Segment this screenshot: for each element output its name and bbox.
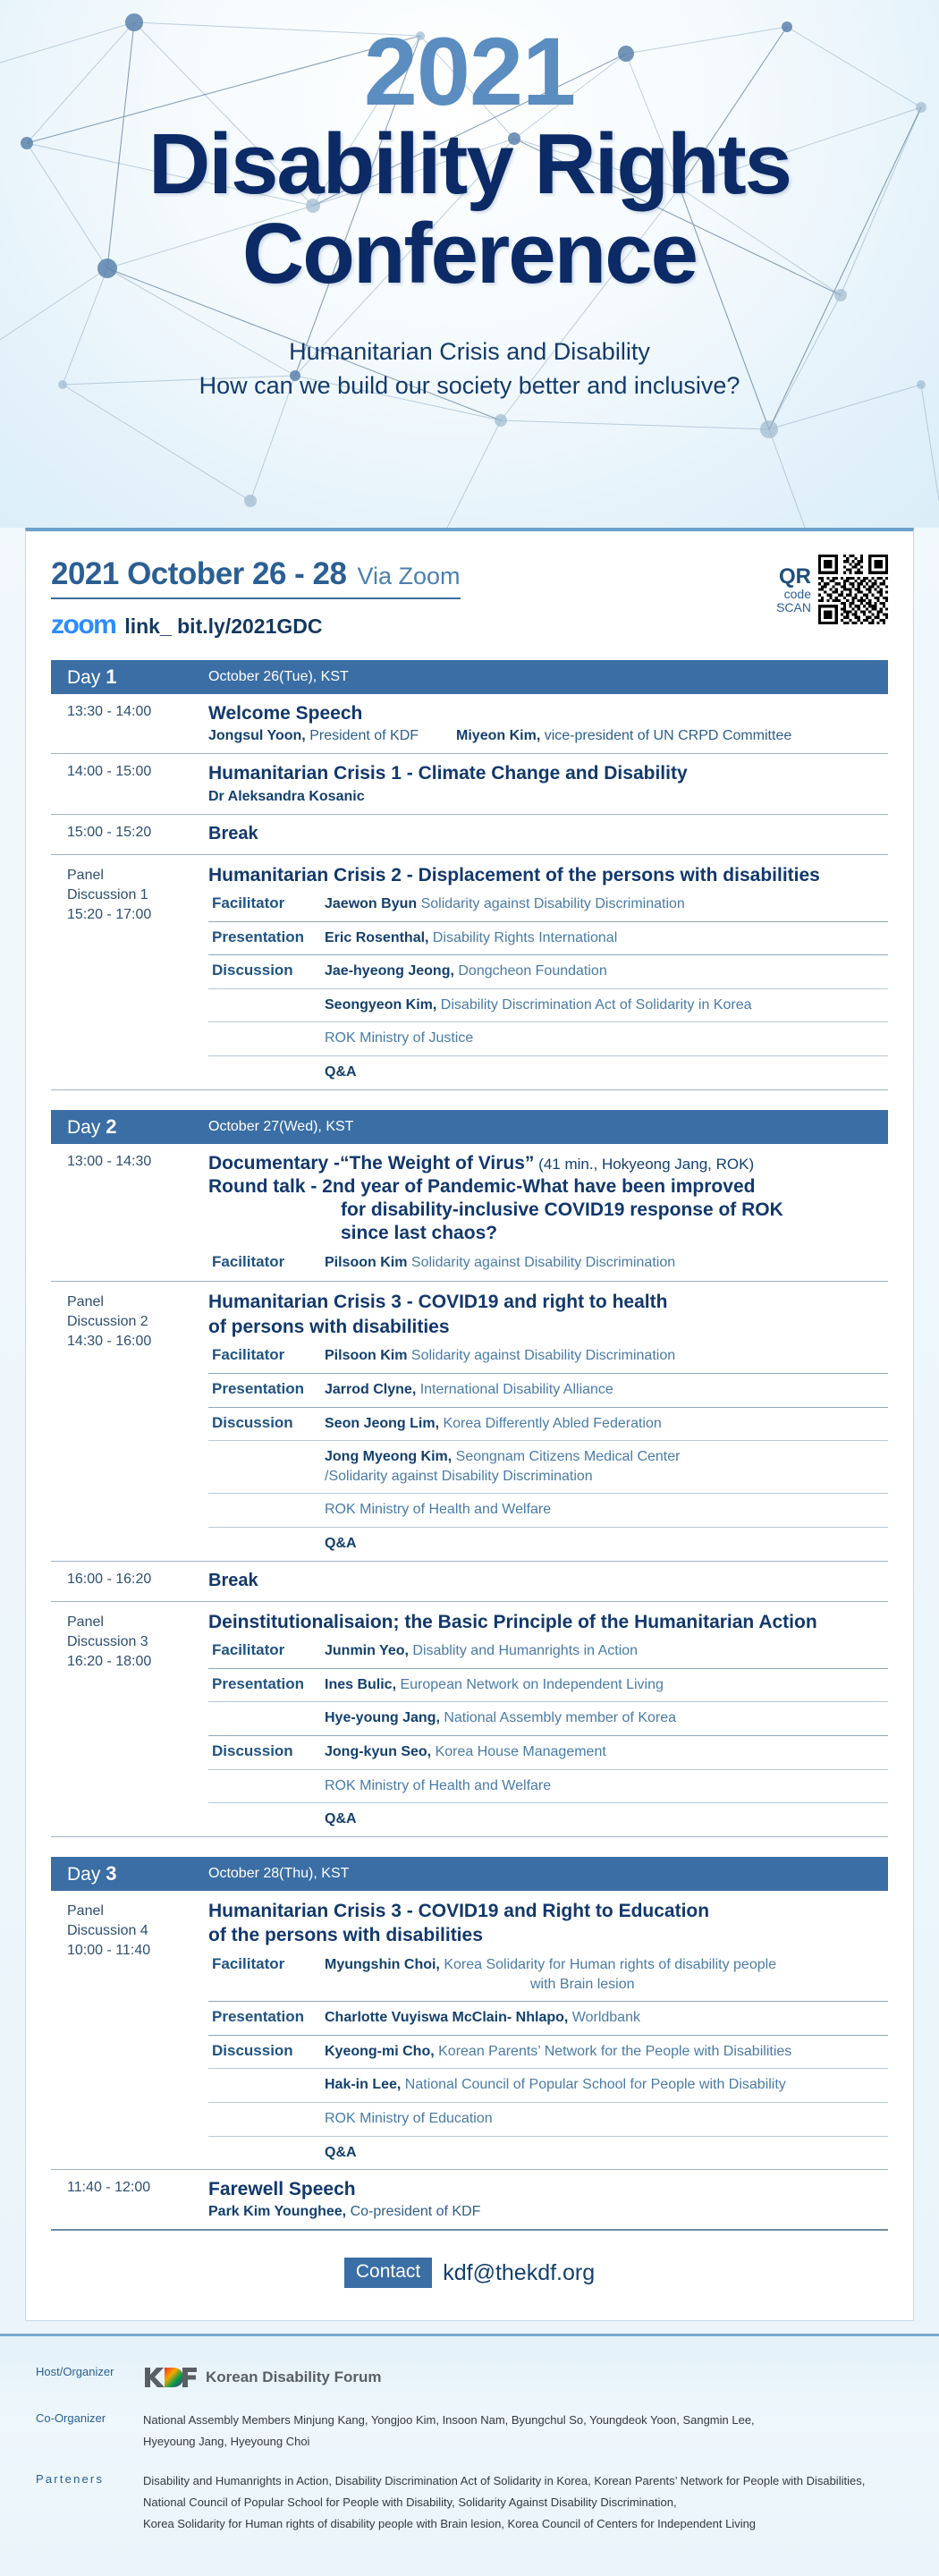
partners-row [36,2470,903,2535]
documentary-title-line1 [208,1152,888,1175]
documentary-title-note: (41 min., Hokyeong Jang, ROK) [534,1155,755,1173]
host-organizer-row [36,2363,903,2391]
day-header-2 [51,1110,888,1144]
day-1-number: 1 [106,665,117,688]
panel-name-line1: Panel [67,1614,104,1630]
panel-discussion-3 [51,1602,888,1837]
documentary-facilitator-row [208,1246,888,1273]
person-name: Charlotte Vuyiswa McClain- Nhlapo, [325,2010,569,2026]
presentation-label: Presentation [212,1380,304,1398]
panel-discussion-row [208,1735,888,1769]
partners-line2: National Council of Popular School for People with Disability, Solidarity Against Disability Discrimination, [143,2496,677,2510]
person-name: Eric Rosenthal, [325,929,429,945]
session-title: Break [208,1570,258,1590]
person-name: Jong Myeong Kim, [325,1449,453,1465]
session-break-day1 [51,815,888,855]
panel-presentation-row [208,2001,888,2035]
presentation-label: Presentation [212,928,304,945]
day-3-label: Day [67,1863,101,1885]
person-org: Korean Parents’ Network for the People with Disabilities [434,2043,792,2059]
session-break-day2 [51,1562,888,1602]
panel-presentation-row [208,921,888,955]
panel-discussion-row [208,1493,888,1527]
presentation-label: Presentation [212,2008,304,2026]
facilitator-label: Facilitator [212,1346,285,1364]
zoom-link[interactable]: link_ bit.ly/2021GDC [124,614,323,638]
discussion-label: Discussion [212,962,293,979]
host-organizer-label: Host/Organizer [36,2365,114,2379]
panel-qa-row [208,1055,888,1089]
person-org: Worldbank [568,2010,640,2026]
panel-time-column [51,1282,208,1560]
panel-discussion-row [208,1021,888,1055]
qa-label: Q&A [325,1536,357,1552]
panel-title-line1: Humanitarian Crisis 3 - COVID19 and right to health [208,1292,668,1313]
qr-code-icon[interactable] [818,555,888,624]
panel-discussion-4 [51,1891,888,2170]
person-org: ROK Ministry of Education [325,2111,493,2126]
panel-presentation-row [208,1668,888,1702]
person-name: Hye-young Jang, [325,1710,440,1726]
panel-discussion-row [208,1407,888,1441]
panel-presentation-row [208,1373,888,1407]
person-name: Hak-in Lee, [325,2077,402,2093]
date-block [51,551,461,640]
documentary-title-bold: Documentary -“The Weight of Virus” [208,1152,535,1174]
person-name: Junmin Yeo, [325,1643,409,1659]
session-time: 13:00 - 14:30 [67,1153,152,1169]
co-organizer-line2: Hyeyoung Jang, Hyeyoung Choi [143,2434,310,2448]
hero-title-line1: Disability Rights [148,116,791,212]
panel-title-line1: Humanitarian Crisis 3 - COVID19 and Right to Education [208,1900,710,1921]
day-3-number: 3 [106,1861,117,1885]
panel-time-column [51,1891,208,2169]
qr-label-qr: QR [779,564,811,589]
session-time: 16:00 - 16:20 [67,1571,152,1587]
speaker-name: Park Kim Younghee, [208,2204,347,2220]
person-org: Disablity and Humanrights in Action [408,1643,639,1659]
panel-discussion-row [208,1440,888,1493]
panel-qa-row [208,1527,888,1561]
session-time: 14:00 - 15:00 [67,764,152,780]
panel-time: 16:20 - 18:00 [67,1653,152,1669]
co-organizer-label: Co-Organizer [36,2411,106,2425]
kdf-logo-icon [143,2365,199,2390]
person-name: Myungshin Choi, [325,1957,440,1973]
person-name: Ines Bulic, [325,1676,397,1692]
person-org: Solidarity against Disability Discrimination [407,1348,676,1364]
panel-discussion-row [208,2035,888,2069]
day-3-date: October 28(Thu), KST [208,1865,350,1881]
session-documentary [51,1144,888,1283]
facilitator-label: Facilitator [212,894,285,912]
panel-name-line1: Panel [67,1294,104,1310]
person-name: Pilsoon Kim [325,1348,408,1364]
via-zoom-label: Via Zoom [357,563,461,589]
panel-time: 14:30 - 16:00 [67,1334,152,1350]
person-org: ROK Ministry of Health and Welfare [325,1502,552,1518]
qr-block[interactable] [776,551,888,624]
qa-label: Q&A [325,2144,357,2160]
person-name: Jae-hyeong Jeong, [325,963,454,979]
contact-email[interactable]: kdf@thekdf.org [443,2259,596,2285]
day-1-date: October 26(Tue), KST [208,669,349,684]
panel-time: 10:00 - 11:40 [67,1942,151,1958]
person-org: National Assembly member of Korea [439,1710,677,1726]
panel-time: 15:20 - 17:00 [67,906,152,922]
hero-year: 2021 [363,17,576,125]
session-time: 15:00 - 15:20 [67,824,152,840]
discussion-label: Discussion [212,2041,293,2059]
facilitator-label: Facilitator [212,1641,285,1659]
panel-discussion-row [208,1769,888,1803]
partners-line1: Disability and Humanrights in Action, Disability Discrimination Act of Solidarity in Korea, Korean Parents’ Network for People with Disabilities, [143,2473,866,2487]
hero-section [0,0,939,528]
qa-label: Q&A [325,1064,357,1080]
presentation-label: Presentation [212,1674,304,1692]
day-2-number: 2 [106,1114,117,1138]
panel-discussion-1 [51,855,888,1090]
discussion-label: Discussion [212,1413,293,1431]
session-farewell-speech [51,2170,888,2231]
session-title: Break [208,823,258,843]
facilitator-label: Facilitator [212,1955,285,1973]
day-header-1 [51,660,888,694]
session-title: Welcome Speech [208,703,363,724]
person-name: Jong-kyun Seo, [325,1744,432,1760]
co-organizer-row [36,2410,903,2453]
session-welcome-speech [51,694,888,754]
session-crisis-1 [51,754,888,814]
session-time: 13:30 - 14:00 [67,704,152,719]
panel-qa-row [208,2136,888,2170]
day-2-date: October 27(Wed), KST [208,1118,354,1134]
speaker-org: vice-president of UN CRPD Committee [540,728,792,744]
panel-title: Humanitarian Crisis 2 - Displacement of the persons with disabilities [208,864,820,886]
panel-facilitator-row [208,888,888,921]
panel-discussion-row [208,2068,888,2102]
person-org: Seongnam Citizens Medical Center [452,1449,681,1465]
footer-section [0,2334,939,2576]
person-org-line2: /Solidarity against Disability Discrimination [325,1468,593,1484]
person-org: Solidarity against Disability Discrimination [417,896,685,912]
panel-title-line2: of persons with disabilities [208,1316,450,1337]
panel-time-column [51,1602,208,1836]
person-name: Seon Jeong Lim, [325,1415,440,1431]
panel-discussion-2 [51,1282,888,1561]
panel-name-line2: Discussion 2 [67,1314,148,1330]
panel-facilitator-row [208,1635,888,1668]
person-org: National Council of Popular School for People with Disability [401,2077,786,2093]
panel-discussion-row [208,954,888,988]
qa-label: Q&A [325,1811,357,1827]
panel-discussion-row [208,988,888,1022]
partners-label: Parteners [36,2471,105,2486]
person-org: International Disability Alliance [416,1382,613,1398]
hero-subtitle-line2: How can we build our society better and inclusive? [199,371,740,399]
panel-facilitator-row [208,1949,888,2001]
panel-title: Deinstitutionalisaion; the Basic Principle of the Humanitarian Action [208,1611,817,1632]
panel-qa-row [208,1802,888,1836]
panel-name-line1: Panel [67,867,104,883]
speaker-name: Miyeon Kim, [456,728,541,744]
session-speakers [208,789,888,805]
person-name: Jarrod Clyne, [325,1382,417,1398]
person-org: Korea Differently Abled Federation [439,1415,662,1431]
person-org: ROK Ministry of Justice [325,1030,474,1046]
roundtalk-title-line3: for disability-inclusive COVID19 response of ROK [341,1199,783,1221]
person-org: Dongcheon Foundation [453,963,607,979]
panel-title-line2: of the persons with disabilities [208,1925,483,1946]
speaker-org: President of KDF [305,728,419,744]
person-name: Pilsoon Kim [325,1254,408,1270]
qr-label-code: code [783,586,811,601]
roundtalk-title-line2: Round talk - 2nd year of Pandemic-What have been improved [208,1175,756,1197]
person-name: Seongyeon Kim, [325,996,437,1013]
zoom-logo: zoom [51,610,116,640]
panel-name-line2: Discussion 4 [67,1922,148,1938]
person-org: Korea House Management [431,1744,606,1760]
partners-line3: Korea Solidarity for Human rights of disability people with Brain lesion, Korea Council of Centers for Independent Living [143,2517,757,2531]
panel-name-line1: Panel [67,1902,104,1919]
person-name: Kyeong-mi Cho, [325,2043,435,2059]
conference-dates: 2021 October 26 - 28 [51,556,347,591]
hero-subtitle-line1: Humanitarian Crisis and Disability [289,337,650,365]
panel-name-line2: Discussion 3 [67,1633,148,1649]
person-org: Disability Discrimination Act of Solidarity in Korea [436,996,752,1013]
hero-title-line2: Conference [241,205,698,301]
person-name: Jaewon Byun [325,896,418,912]
person-org: European Network on Independent Living [396,1676,664,1692]
day-2-label: Day [67,1116,101,1138]
session-time: 11:40 - 12:00 [67,2180,151,2196]
discussion-label: Discussion [212,1742,293,1760]
host-organizer-name: Korean Disability Forum [206,2368,382,2386]
person-org-line2: with Brain lesion [530,1976,635,1992]
person-org: Korea Solidarity for Human rights of disability people [439,1957,777,1973]
speaker-name: Dr Aleksandra Kosanic [208,788,365,804]
day-header-3 [51,1857,888,1891]
panel-time-column [51,855,208,1089]
session-speakers [208,2204,888,2220]
roundtalk-title-line4: since last chaos? [341,1223,498,1244]
schedule-card [25,528,914,2321]
facilitator-label: Facilitator [212,1252,285,1270]
person-org: Solidarity against Disability Discrimination [407,1254,676,1270]
speaker-name: Jongsul Yoon, [208,728,306,744]
date-and-qr-bar [51,551,888,640]
panel-discussion-row [208,2102,888,2136]
panel-presentation-row [208,1701,888,1735]
co-organizer-line1: National Assembly Members Minjung Kang, Yongjoo Kim, Insoon Nam, Byungchul So, Youngdeok Yoon, Sangmin Lee, [143,2412,755,2427]
session-speakers [208,728,888,744]
person-org: ROK Ministry of Health and Welfare [325,1777,552,1793]
contact-section [51,2258,888,2288]
panel-name-line2: Discussion 1 [67,886,148,902]
session-title: Farewell Speech [208,2179,356,2200]
panel-facilitator-row [208,1340,888,1373]
person-org: Disability Rights International [428,929,618,945]
speaker-org: Co-president of KDF [346,2204,481,2220]
qr-label-scan: SCAN [776,599,811,614]
session-title: Humanitarian Crisis 1 - Climate Change and Disability [208,763,688,784]
contact-badge: Contact [344,2258,432,2288]
day-1-label: Day [67,667,101,688]
